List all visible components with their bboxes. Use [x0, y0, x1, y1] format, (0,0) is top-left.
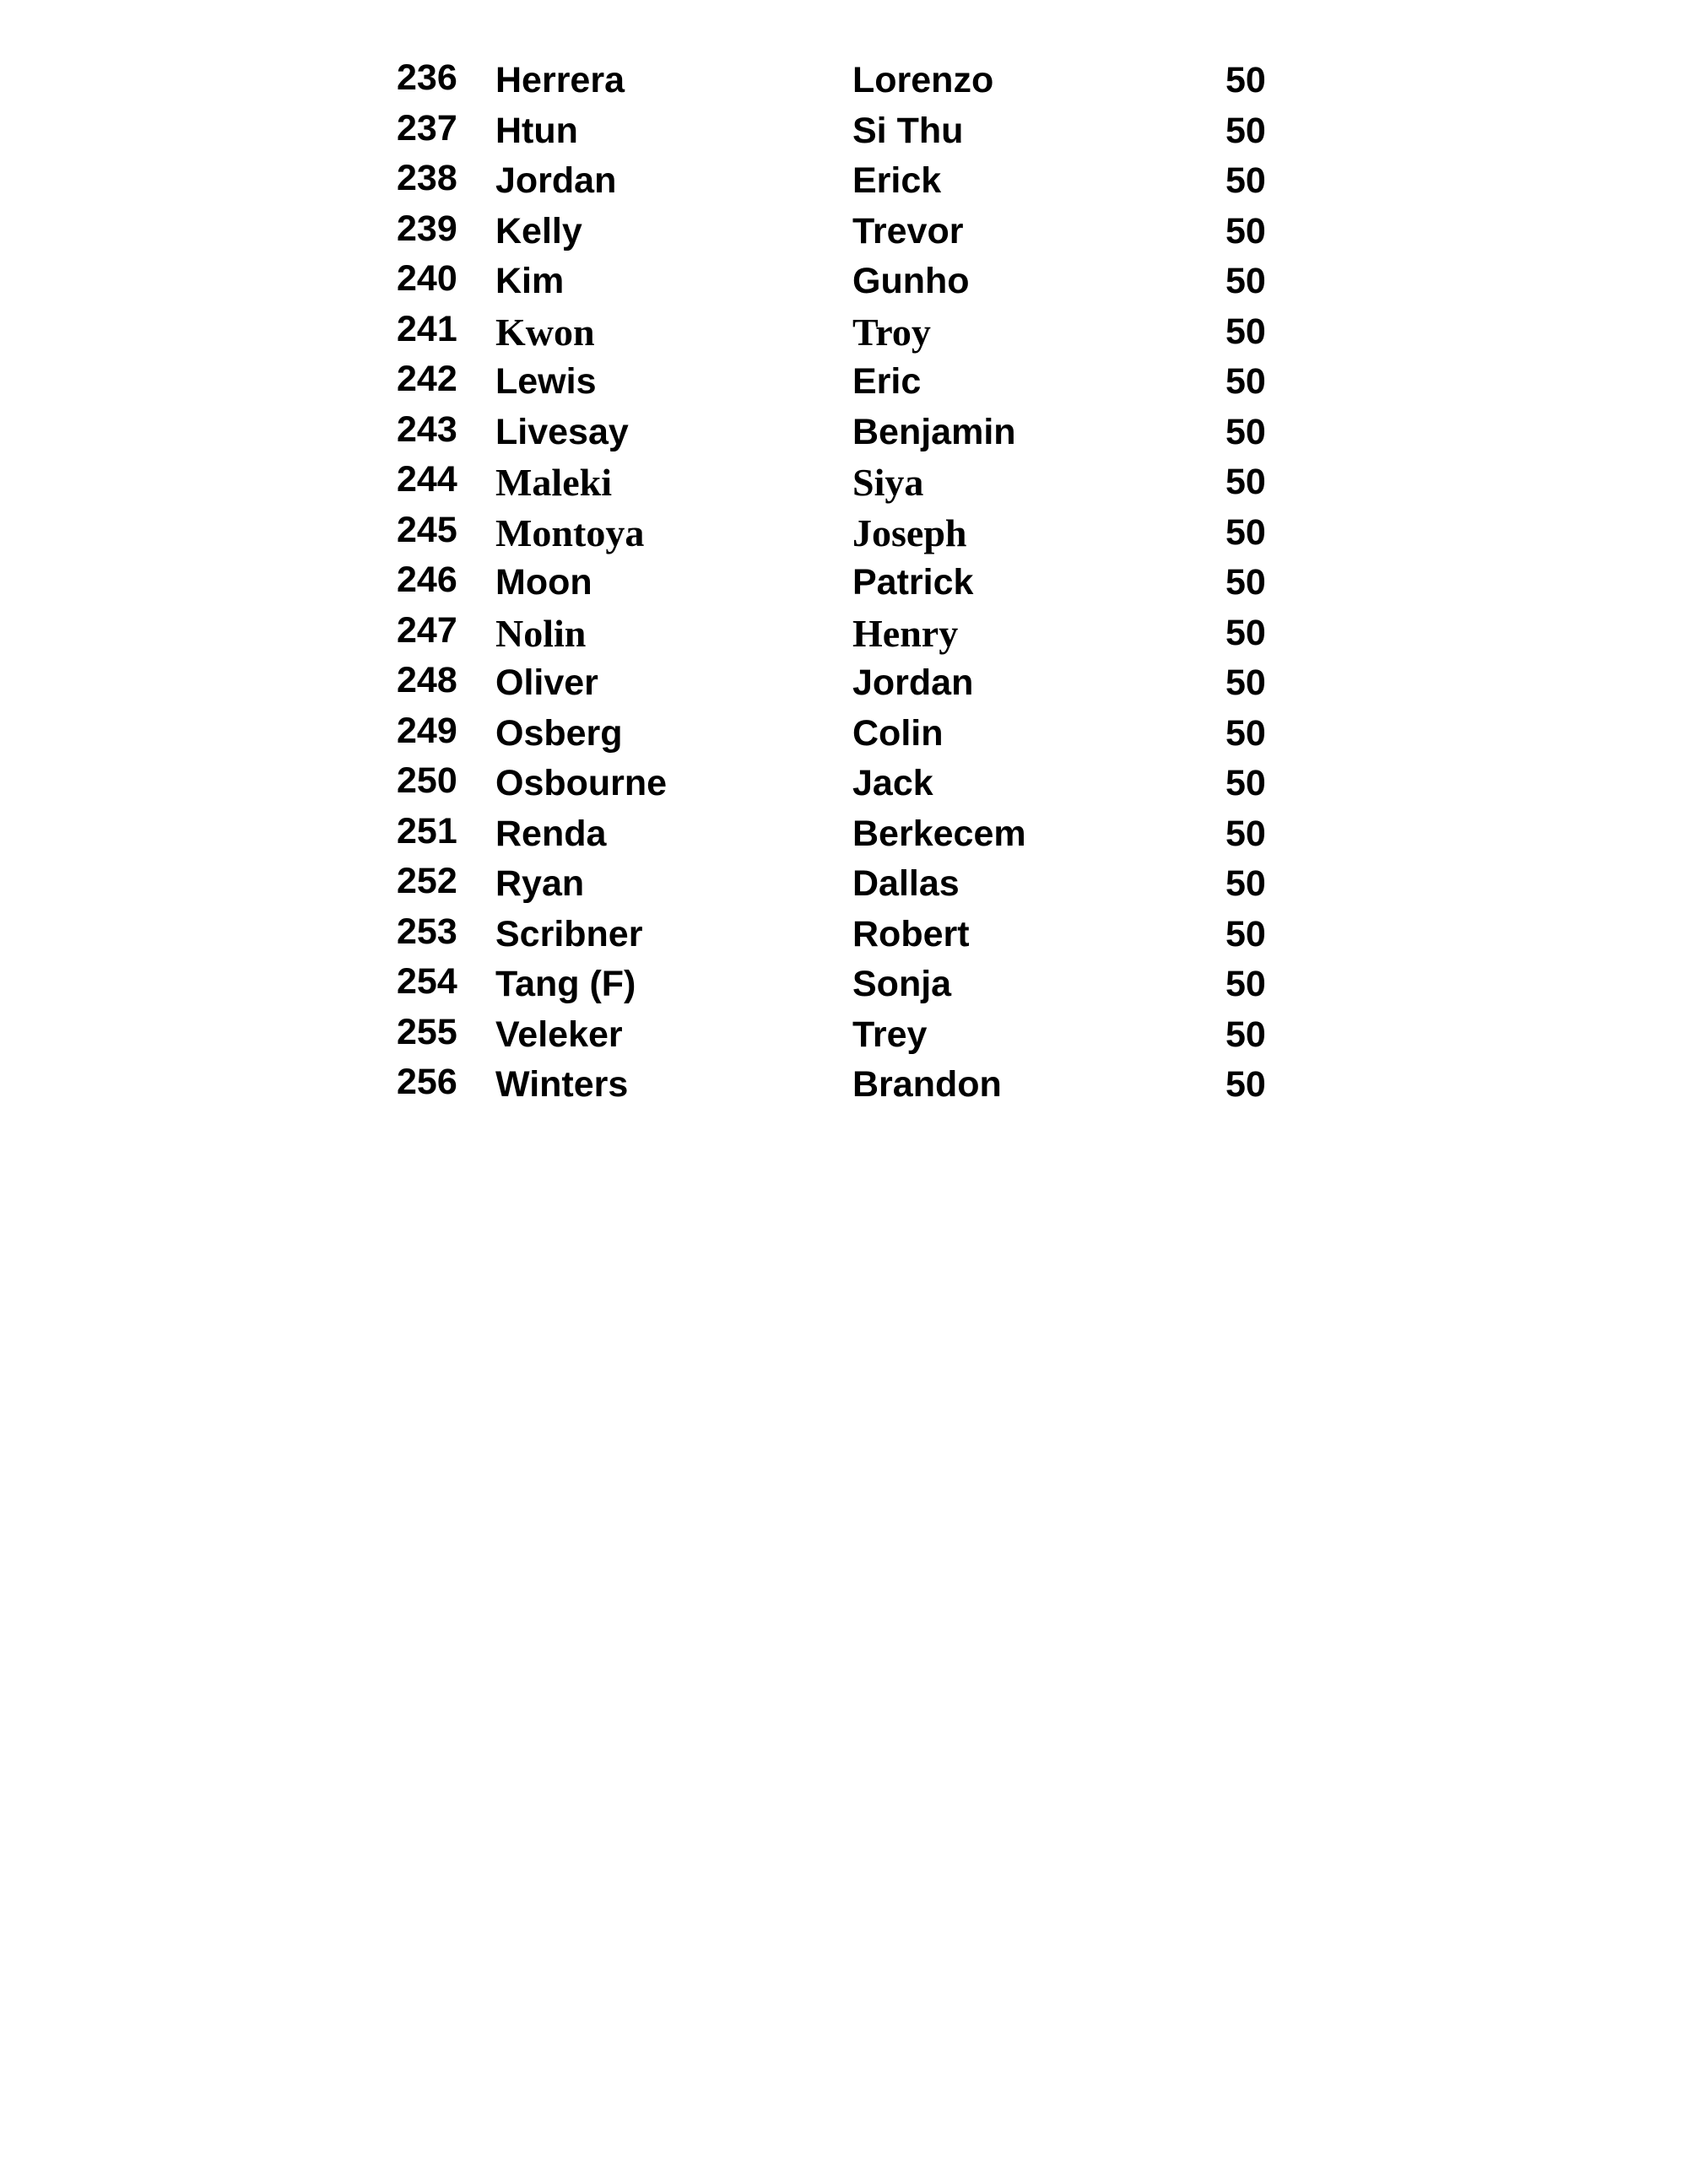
roster-row: [397, 106, 1300, 157]
entry-number: 246: [397, 560, 457, 600]
entry-number: 245: [397, 509, 457, 550]
entry-number: 247: [397, 609, 457, 651]
score-value: 50: [1225, 261, 1266, 301]
entry-number: 250: [397, 760, 457, 801]
last-name: Jordan: [495, 160, 617, 201]
last-name: Nolin: [495, 611, 587, 655]
roster-row: [397, 508, 1300, 559]
last-name: Maleki: [495, 461, 612, 504]
score-value: 50: [1225, 511, 1266, 553]
score-value: 50: [1225, 60, 1266, 100]
first-name: Eric: [852, 361, 922, 402]
entry-number: 254: [397, 961, 457, 1002]
last-name: Scribner: [495, 913, 643, 954]
last-name: Winters: [495, 1064, 629, 1105]
entry-number: 240: [397, 258, 457, 299]
first-name: Sonja: [852, 964, 952, 1004]
entry-number: 237: [397, 107, 457, 149]
roster-row: [397, 809, 1300, 860]
roster-list: [397, 56, 1300, 1111]
entry-number: 248: [397, 660, 457, 700]
roster-row: [397, 56, 1300, 106]
roster-row: [397, 1010, 1300, 1061]
entry-number: 242: [397, 359, 457, 399]
last-name: Veleker: [495, 1014, 623, 1055]
first-name: Si Thu: [852, 110, 964, 151]
roster-row: [397, 307, 1300, 358]
roster-row: [397, 1060, 1300, 1111]
last-name: Renda: [495, 813, 607, 854]
first-name: Gunho: [852, 261, 970, 301]
last-name: Moon: [495, 562, 592, 603]
score-value: 50: [1225, 1064, 1266, 1105]
score-value: 50: [1225, 411, 1266, 452]
roster-row: [397, 960, 1300, 1010]
score-value: 50: [1225, 160, 1266, 201]
first-name: Trevor: [852, 210, 964, 251]
score-value: 50: [1225, 110, 1266, 151]
score-value: 50: [1225, 1014, 1266, 1055]
last-name: Tang (F): [495, 964, 636, 1004]
first-name: Jack: [852, 763, 933, 803]
last-name: Herrera: [495, 60, 625, 100]
roster-row: [397, 910, 1300, 960]
roster-row: [397, 608, 1300, 659]
entry-number: 249: [397, 710, 457, 751]
roster-row: [397, 156, 1300, 207]
score-value: 50: [1225, 813, 1266, 854]
last-name: Htun: [495, 110, 578, 151]
first-name: Joseph: [852, 511, 967, 554]
entry-number: 243: [397, 408, 457, 450]
first-name: Berkecem: [852, 813, 1026, 854]
score-value: 50: [1225, 964, 1266, 1004]
first-name: Robert: [852, 913, 970, 954]
score-value: 50: [1225, 462, 1266, 502]
roster-row: [397, 457, 1300, 508]
entry-number: 236: [397, 57, 457, 98]
entry-number: 238: [397, 158, 457, 198]
last-name: Ryan: [495, 863, 585, 904]
first-name: Henry: [852, 611, 959, 655]
roster-row: [397, 357, 1300, 408]
first-name: Jordan: [852, 662, 974, 703]
score-value: 50: [1225, 311, 1266, 352]
first-name: Dallas: [852, 863, 960, 904]
score-value: 50: [1225, 361, 1266, 402]
entry-number: 239: [397, 208, 457, 249]
roster-row: [397, 658, 1300, 709]
first-name: Lorenzo: [852, 60, 994, 100]
score-value: 50: [1225, 210, 1266, 251]
roster-row: [397, 408, 1300, 458]
score-value: 50: [1225, 562, 1266, 603]
entry-number: 252: [397, 861, 457, 901]
entry-number: 244: [397, 459, 457, 500]
score-value: 50: [1225, 662, 1266, 703]
entry-number: 255: [397, 1011, 457, 1052]
entry-number: 241: [397, 308, 457, 349]
first-name: Siya: [852, 461, 924, 504]
last-name: Oliver: [495, 662, 598, 703]
roster-row: [397, 759, 1300, 809]
last-name: Montoya: [495, 511, 645, 554]
last-name: Osberg: [495, 712, 623, 754]
first-name: Erick: [852, 160, 942, 201]
score-value: 50: [1225, 863, 1266, 904]
last-name: Kim: [495, 261, 565, 301]
roster-row: [397, 257, 1300, 307]
entry-number: 251: [397, 810, 457, 851]
score-value: 50: [1225, 612, 1266, 653]
last-name: Livesay: [495, 411, 629, 452]
score-value: 50: [1225, 712, 1266, 754]
first-name: Benjamin: [852, 411, 1016, 452]
roster-row: [397, 859, 1300, 910]
last-name: Kwon: [495, 310, 595, 354]
first-name: Trey: [852, 1014, 928, 1055]
entry-number: 253: [397, 911, 457, 952]
entry-number: 256: [397, 1062, 457, 1102]
score-value: 50: [1225, 913, 1266, 954]
last-name: Lewis: [495, 361, 597, 402]
first-name: Troy: [852, 310, 931, 354]
score-value: 50: [1225, 763, 1266, 803]
roster-row: [397, 709, 1300, 760]
first-name: Patrick: [852, 562, 974, 603]
roster-row: [397, 207, 1300, 257]
first-name: Brandon: [852, 1064, 1002, 1105]
roster-row: [397, 558, 1300, 608]
first-name: Colin: [852, 712, 944, 754]
last-name: Kelly: [495, 210, 582, 251]
last-name: Osbourne: [495, 763, 668, 803]
